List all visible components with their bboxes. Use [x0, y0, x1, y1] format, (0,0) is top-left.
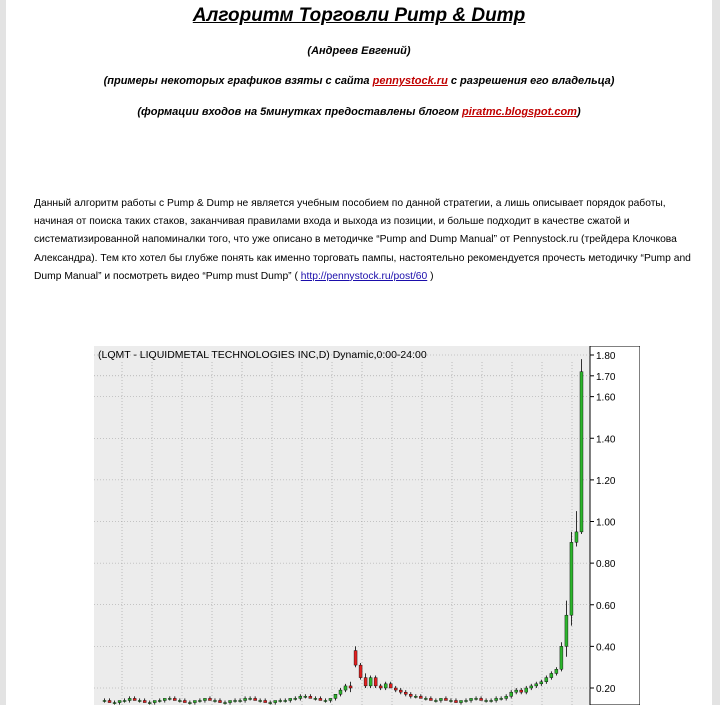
candle-body	[359, 665, 362, 677]
candle-body	[198, 700, 201, 701]
candle-body	[520, 690, 523, 692]
candle-body	[309, 696, 312, 698]
candle-body	[389, 684, 392, 688]
document-page	[6, 0, 712, 705]
candle-body	[168, 698, 171, 699]
candle-body	[480, 698, 483, 700]
candle-body	[123, 700, 126, 701]
candle-body	[153, 700, 156, 702]
candle-body	[470, 698, 473, 700]
candle-body	[374, 678, 377, 686]
candle-body	[138, 700, 141, 701]
candle-body	[515, 690, 518, 692]
candle-body	[239, 700, 242, 701]
y-tick-label: 0.20	[596, 684, 616, 695]
candle-body	[399, 690, 402, 692]
candle-body	[465, 700, 468, 701]
candle-body	[299, 696, 302, 698]
examples-text-post: с разрешения его владельца)	[447, 75, 615, 87]
intro-paragraph-tail: )	[427, 270, 434, 282]
formations-text-post: )	[576, 106, 581, 118]
y-tick-label: 1.80	[596, 351, 616, 362]
candle-body	[379, 686, 382, 688]
candle-body	[173, 698, 176, 700]
candle-body	[485, 700, 488, 701]
candle-body	[444, 698, 447, 700]
candle-body	[264, 700, 267, 702]
piratmc-blog-link[interactable]: piratmc.blogspot.com	[462, 106, 577, 118]
candle-body	[490, 700, 493, 701]
candle-body	[354, 651, 357, 666]
candle-body	[560, 646, 563, 669]
candle-body	[259, 700, 262, 701]
candle-body	[459, 700, 462, 702]
y-tick-label: 1.60	[596, 392, 616, 404]
candle-body	[329, 698, 332, 700]
window-right-edge	[712, 0, 720, 705]
y-tick-label: 0.80	[596, 559, 616, 571]
candle-body	[294, 698, 297, 699]
y-tick-label: 1.40	[596, 434, 616, 446]
candle-body	[113, 703, 116, 704]
candle-body	[254, 698, 257, 700]
candle-body	[369, 678, 372, 686]
candle-body	[163, 698, 166, 700]
candle-body	[540, 682, 543, 684]
candle-body	[344, 686, 347, 690]
candle-body	[449, 700, 452, 701]
candle-body	[304, 696, 307, 697]
candle-body	[203, 698, 206, 700]
candle-body	[334, 694, 337, 698]
pennystock-post-link[interactable]: http://pennystock.ru/post/60	[300, 270, 428, 282]
formations-source-line	[6, 106, 712, 118]
y-tick-label: 1.70	[596, 371, 616, 383]
pennystock-link[interactable]: pennystock.ru	[372, 75, 448, 87]
candle-body	[404, 692, 407, 694]
candle-body	[178, 700, 181, 701]
candle-body	[193, 700, 196, 702]
candle-body	[143, 700, 146, 702]
examples-text-pre: (примеры некоторых графиков взяты с сайта	[103, 75, 373, 87]
candle-body	[213, 700, 216, 701]
y-tick-label: 0.40	[596, 642, 616, 654]
candle-body	[108, 700, 111, 702]
candle-body	[570, 542, 573, 615]
candle-body	[550, 673, 553, 677]
candle-body	[269, 703, 272, 704]
candle-body	[279, 700, 282, 701]
candle-body	[545, 678, 548, 682]
candle-body	[103, 700, 106, 701]
candle-body	[434, 700, 437, 701]
candle-body	[218, 700, 221, 702]
candle-body	[128, 698, 131, 700]
formations-text-pre: (формации входов на 5минутках предоставлены блогом	[137, 106, 463, 118]
intro-paragraph	[34, 195, 694, 286]
candle-body	[289, 698, 292, 700]
candle	[570, 532, 573, 626]
candle-body	[148, 703, 151, 704]
candle-body	[580, 372, 583, 532]
candle-body	[229, 700, 232, 702]
candle-body	[364, 678, 367, 686]
candle-body	[183, 700, 186, 702]
candle-body	[530, 686, 533, 688]
candle-body	[535, 684, 538, 686]
candle-body	[349, 686, 352, 688]
candle-body	[454, 700, 457, 702]
candle-body	[249, 698, 252, 699]
candle-body	[274, 700, 277, 702]
author-line: (Андреев Евгений)	[307, 45, 411, 57]
y-tick-label: 1.00	[596, 517, 616, 529]
document-title: Алгоритм Торговли Pump & Dump	[192, 5, 526, 26]
lqmt-price-chart	[94, 346, 640, 705]
chart-plot-area	[94, 346, 590, 705]
candle	[359, 663, 362, 680]
candle-body	[419, 696, 422, 698]
candle-body	[314, 698, 317, 699]
candle-body	[244, 698, 247, 700]
candle-body	[133, 698, 136, 700]
candle-body	[565, 615, 568, 646]
candle-body	[339, 690, 342, 694]
candle-body	[555, 669, 558, 673]
candle	[560, 642, 563, 671]
y-tick-label: 1.20	[596, 475, 616, 487]
examples-source-line	[6, 75, 712, 87]
candle-body	[284, 700, 287, 701]
candle	[580, 359, 583, 534]
intro-paragraph-text: Данный алгоритм работы с Pump & Dump не является учебным пособием по данной стратегии, а лишь описывает порядок работы, начиная от поиска таких стаков, заканчивая правилами входа и выхода из позиции, и больше подходит в качестве сжатой и систематизированной напоминалки того, что уже описано в методичке “Pump and Dump Manual” от Pennystock.ru (трейдера Клочкова Александра). Тем кто хотел бы глубже понять как именно торговать пампы, настоятельно рекомендуется прочесть методичку “Pump and Dump Manual” и посмотреть видео “Pump must Dump” (	[34, 198, 691, 282]
y-tick-label: 0.60	[596, 600, 616, 612]
candle-body	[188, 703, 191, 704]
candle-body	[234, 700, 237, 701]
candle-body	[324, 700, 327, 701]
candle-body	[429, 698, 432, 700]
candle-body	[575, 532, 578, 542]
candle-body	[505, 696, 508, 698]
chart-title: (LQMT - LIQUIDMETAL TECHNOLOGIES INC,D) Dynamic,0:00-24:00	[98, 349, 427, 361]
candle-body	[525, 688, 528, 692]
candle-body	[394, 688, 397, 690]
candle-body	[224, 703, 227, 704]
candle-body	[424, 698, 427, 699]
candle-body	[208, 698, 211, 700]
candle-body	[439, 698, 442, 700]
candle-body	[414, 696, 417, 697]
candle-body	[510, 692, 513, 696]
candle-body	[158, 700, 161, 701]
candle-body	[118, 700, 121, 702]
candle-body	[319, 698, 322, 700]
candle-body	[495, 698, 498, 700]
candle-body	[500, 698, 503, 699]
candle-body	[475, 698, 478, 699]
candle-body	[384, 684, 387, 688]
candle-body	[409, 694, 412, 696]
